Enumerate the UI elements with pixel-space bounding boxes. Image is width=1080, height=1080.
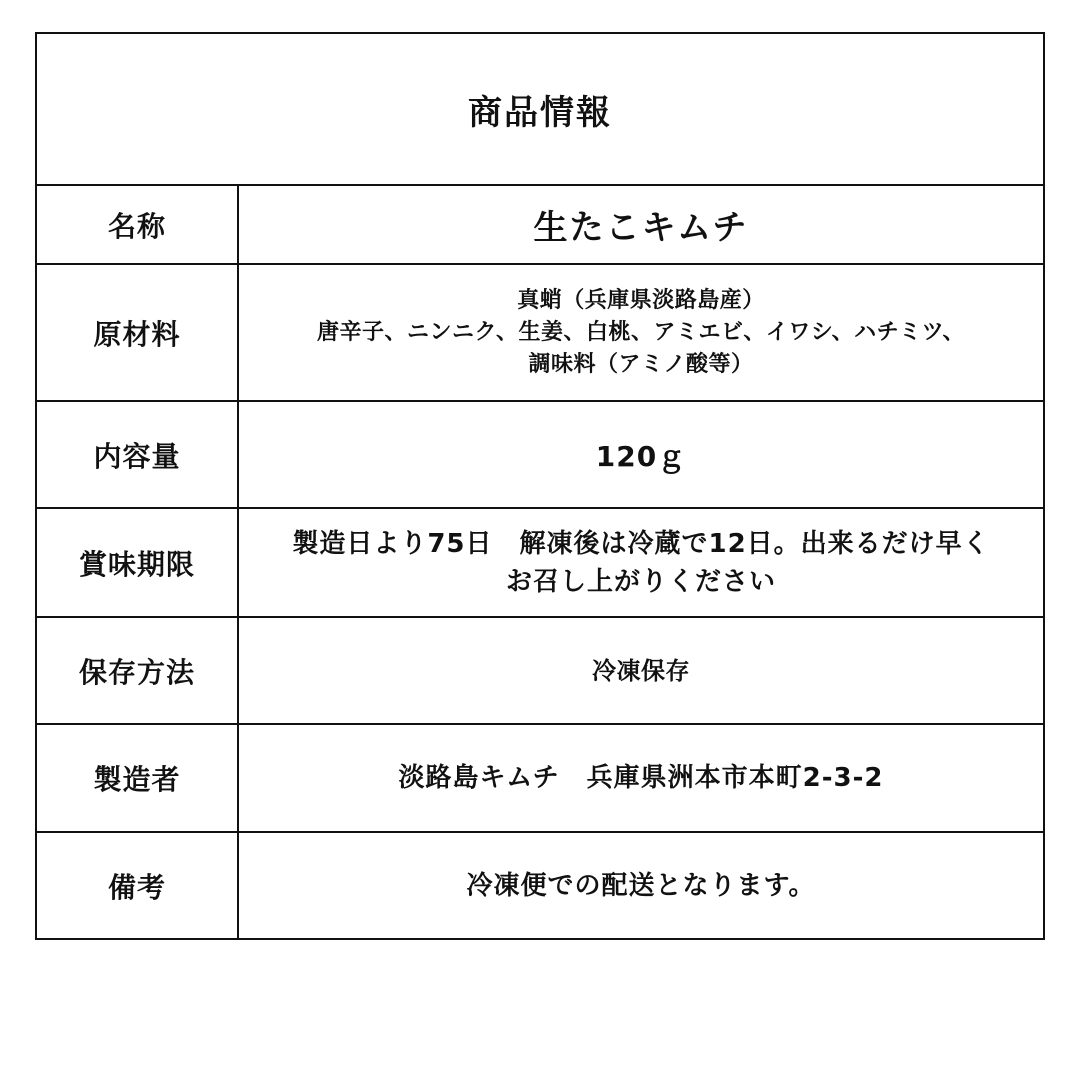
best-before-line: 製造日より75日 解凍後は冷蔵で12日。出来るだけ早く bbox=[292, 528, 990, 559]
table-title-row bbox=[37, 34, 1043, 186]
row-label: 保存方法 bbox=[37, 618, 239, 723]
row-value bbox=[239, 186, 1043, 263]
row-best-before bbox=[37, 509, 1043, 618]
row-label: 賞味期限 bbox=[37, 509, 239, 616]
page-title: 商品情報 bbox=[468, 92, 612, 133]
row-label: 名称 bbox=[37, 186, 239, 263]
ingredients-line: 調味料（アミノ酸等） bbox=[528, 351, 754, 377]
product-name: 生たこキムチ bbox=[533, 208, 749, 248]
row-value bbox=[239, 618, 1043, 723]
row-label: 内容量 bbox=[37, 402, 239, 507]
row-label: 原材料 bbox=[37, 265, 239, 400]
ingredients-line: 真蛸（兵庫県淡路島産） bbox=[517, 287, 765, 313]
remarks: 冷凍便での配送となります。 bbox=[466, 870, 816, 901]
best-before-line: お召し上がりください bbox=[505, 566, 776, 597]
content-amount: 120ｇ bbox=[595, 439, 687, 473]
row-value bbox=[239, 725, 1043, 831]
row-remarks bbox=[37, 833, 1043, 938]
row-content-amount bbox=[37, 402, 1043, 509]
row-storage bbox=[37, 618, 1043, 725]
row-label: 備考 bbox=[37, 833, 239, 938]
row-value bbox=[239, 833, 1043, 938]
row-name bbox=[37, 186, 1043, 265]
row-value bbox=[239, 509, 1043, 616]
row-value bbox=[239, 402, 1043, 507]
row-manufacturer bbox=[37, 725, 1043, 833]
ingredients-line: 唐辛子、ニンニク、生姜、白桃、アミエビ、イワシ、ハチミツ、 bbox=[316, 319, 966, 345]
product-info-table bbox=[35, 32, 1045, 940]
row-ingredients bbox=[37, 265, 1043, 402]
row-value bbox=[239, 265, 1043, 400]
storage-method: 冷凍保存 bbox=[592, 656, 690, 685]
manufacturer: 淡路島キムチ 兵庫県洲本市本町2-3-2 bbox=[398, 763, 884, 793]
row-label: 製造者 bbox=[37, 725, 239, 831]
